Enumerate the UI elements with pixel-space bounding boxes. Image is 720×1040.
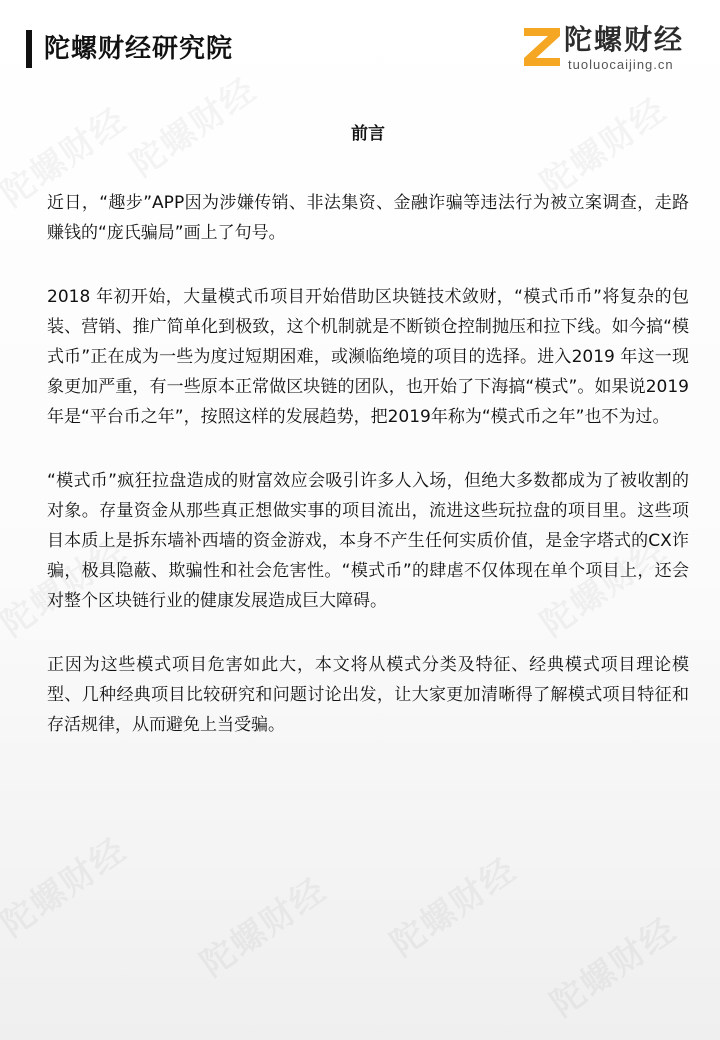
watermark [539, 903, 685, 1026]
watermark [0, 823, 135, 946]
paragraph-4: 正因为这些模式项目危害如此大，本文将从模式分类及特征、经典模式项目理论模型、几种经典项目比较研究和问题讨论出发，让大家更加清晰得了解模式项目特征和存活规律，从而避免上当受骗。 [47, 655, 689, 735]
document-body [47, 118, 689, 774]
watermark [189, 863, 335, 986]
logo-url: tuoluocaijing.cn [568, 57, 674, 72]
watermark [379, 843, 525, 966]
logo-brand-name: 陀螺财经 [564, 23, 685, 56]
header-accent-bar [26, 30, 32, 68]
paragraph-1: 近日，“趣步”APP因为涉嫌传销、非法集资、金融诈骗等违法行为被立案调查，走路赚钱的“庞氏骗局”画上了句号。 [47, 193, 689, 243]
section-title: 前言 [351, 124, 385, 144]
paragraph-2: 2018 年初开始，大量模式币项目开始借助区块链技术敛财，“模式币币”将复杂的包装、营销、推广简单化到极致，这个机制就是不断锁仓控制抛压和拉下线。如今搞“模式币”正在成为一些为度过短期困难，或濒临绝境的项目的选择。进入2019 年这一现象更加严重，有一些原本正常做区块链的团队，也开始了下海搞“模式”。如果说2019年是“平台币之年”，按照这样的发展趋势，把2019年称为“模式币之年”也不为过。 [47, 287, 689, 427]
brand-logo [520, 22, 700, 78]
page-title: 陀螺财经研究院 [44, 34, 234, 64]
paragraph-3: “模式币”疯狂拉盘造成的财富效应会吸引许多人入场，但绝大多数都成为了被收割的对象。存量资金从那些真正想做实事的项目流出，流进这些玩拉盘的项目里。这些项目本质上是拆东墙补西墙的资金游戏，本身不产生任何实质价值，是金字塔式的CX诈骗，极具隐蔽、欺骗性和社会危害性。“模式币”的肆虐不仅体现在单个项目上，还会对整个区块链行业的健康发展造成巨大障碍。 [47, 471, 689, 611]
z-logo-icon [520, 24, 564, 68]
page-header [0, 0, 720, 88]
